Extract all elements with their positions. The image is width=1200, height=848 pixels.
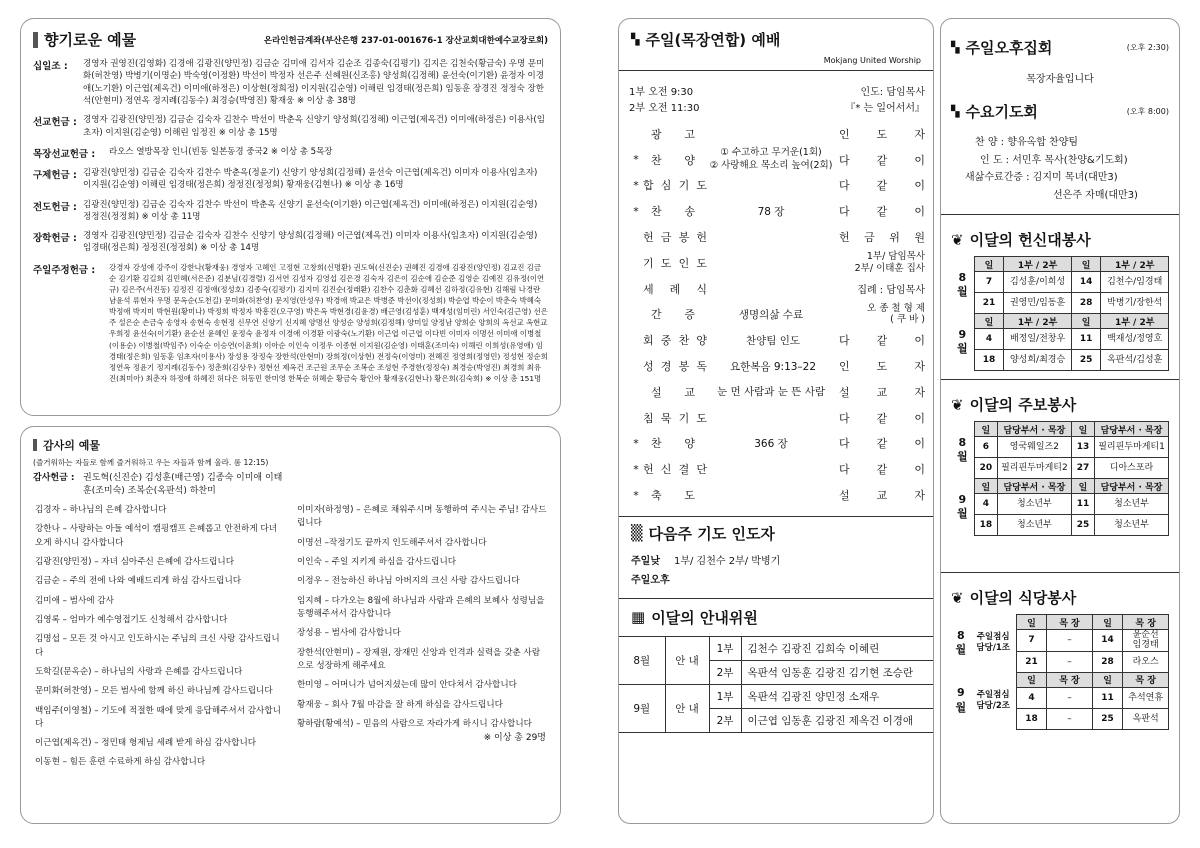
worship-leader: 인도: 담임목사	[860, 87, 925, 98]
kitchen-title: ❦ 이달의 식당봉사	[951, 588, 1077, 607]
right-box	[940, 18, 1180, 824]
offering-row: 주일주정헌금 : 강경자 강성애 강주이 강한나(황재웅) 경영자 고혜인 고정현 고창희(신명환) 권도혁(신진순) 권혜진 김경애 김광진(양민정) 김교진 김금순 김기환 김길희 김민혜(서은준) 김분님(김경렬) 김서연 김성자 김영섭 김은경 김숙자 김은이 김순애 김순준 김영순 김예진 김유정(이연규) 김은주(서진동) 김정진 김정애(정성호) 김종숙(김평기) 김지미 김진순(정래환) 김찬수 김춘화 김혜선 김하정(김유현) 김해림 나경란 남윤석 류현자 우명 문옥순(도천길) 문미화(허찬영) 문지영(안성우) 박경애 박교은 박병준 박선이(정성희) 박순엽 박순이 박춘숙 박혜숙 박정애 박지미 박현원(황미나) 박정희 박정자 박흥진(오구영) 박은옥 박현경(김윤경) 배근영(김성훈) 백재성(임미린) 서인숙(김근영) 선은주 설은순 손금숙 송영자 송현숙 송현정 신무연 신양기 신지혜 양명선 양성순 양성희(김정해) 양미일 양정남 양희순 양희의 옥선교 옥현교 우희정 윤선숙(이기환) 윤순선 윤혜인 윤정숙 윤정자 이경애 이경환 이광숙(노기환) 이근엽 이근엽 이다빈 이미자 이명선 이미애 이병철(이용순) 이병철(박임주) 이숙순 이승연(이윤희) 이아순 이인숙 이정우 이종현 이지원(김순영) 이태훈(조미숙) 이해린 이희성(유영애) 임경태(정은희) 임동훈 임초자(이용사) 장성용 장정숙 장한석(안현미) 장희정(이상현) 전정숙(이영미) 전혜진 정영희(정영민) 정성현 정순희 정연옥 정윤기 정지례(김동수) 정춘희(김상우) 정현선 제옥건 조근원 조무순 조복순 조성현 주경한(정정숙) 최경승(박영진) 최경희 최유진(최미아) 최춘자 하정애 하혜진 허다은 허동민 한미영 한복순 허혜순 황금숙 황인아 황재웅(김현나) 황은희(김숙희) ※ 이상 총 151명	[33, 262, 548, 383]
thanks-item: 김명섭 – 모든 것 아시고 인도하시는 주님의 크신 사랑 감사드립니다	[35, 634, 280, 658]
thanks-item: 김광진(양민정) – 자녀 심아주신 은혜에 감사드립니다	[35, 557, 234, 568]
wednesday-title: ▚ 수요기도회	[951, 103, 1038, 121]
thanks-item: 이동현 – 힘든 훈련 수료하게 하심 감사합니다	[35, 757, 206, 768]
thanks-item: 김금순 – 주의 전에 나와 예배드리게 하심 감사드립니다	[35, 576, 242, 587]
online-account: 온라인헌금계좌(부산은행 237-01-001676-1 장산교회대한예수교장로회)	[263, 35, 548, 46]
thanks-box	[20, 426, 561, 824]
thanks-verse: (즐거워하는 자들로 함께 즐거워하고 우는 자들과 함께 울라. 롬 12:15)	[33, 458, 269, 467]
thanks-item: 임지혜 – 다가오는 8월에 하나님과 사람과 은혜의 보혜사 성령님을 동행해주셔서 감사합니다	[297, 595, 545, 619]
worship-order-item: * 축 도 설 교 자	[633, 488, 925, 503]
thanks-total: ※ 이상 총 29명	[483, 733, 546, 743]
worship-order-item: * 찬 양 366 장 다 같 이	[633, 436, 925, 451]
standing-note: 『* 는 일어서서』	[845, 103, 925, 114]
thanks-item: 이근엽(제옥건) – 정민태 형제님 세례 받게 하심 감사합니다	[35, 738, 257, 749]
thanks-item: 장한석(안현미) – 장제원, 장재민 신앙과 인격과 실력을 갖춘 사람으로 성장하게 해주세요	[297, 647, 541, 671]
worship-order-item: 간 증 생명의삶 수료 오 종 철 형 제 ( 쿠 바 )	[651, 302, 925, 326]
afternoon-text: 목장자율입니다	[1026, 74, 1094, 85]
bullet-icon: ▚	[631, 33, 640, 46]
worship-order-item: 세 례 식 집례 : 담임목사	[643, 282, 925, 297]
wed-testimony-1: 새삶수료간증 : 김지미 목녀(대만3)	[965, 172, 1118, 183]
thanks-item: 백임주(이영철) – 기도에 적절한 때에 맞게 응답해주셔서 감사합니다	[35, 705, 281, 729]
offering-row: 장학헌금 : 경영자 김광진(양민정) 김금순 김숙자 김찬수 신양기 양성희(김정해) 이근엽(제옥건) 이미자 이용사(임초자) 이지원(김순영) 임경태(정은희) 정정진(정정회) ※ 이상 총 14명	[33, 231, 538, 254]
offering-row: 십일조 : 경영자 권영진(김영화) 김경애 김광진(양민정) 김금순 김미애 김서자 김순조 김종숙(김평기) 김지은 김천숙(황금숙) 우명 문미화(허찬영) 박병기(이명순) 박숙영(이정환) 박선이 박정자 선은주 신혜원(신조홍) 양성희(김정해) 윤선숙(이기환) 윤정자 이경애(노기환) 이근엽(제옥건) 이미애(하정은) 이상현(정희정) 이지원(김순영) 이해린 임경태(정은희) 임동훈 장경진 정정숙 장한석(안현미) 정연옥 정지례(김동수) 최경승(박영진) 황재웅 ※ 이상 총 38명	[33, 59, 545, 106]
thanks-title: 감사의 예물	[33, 437, 548, 453]
ushers-title: ▦ 이달의 안내위원	[631, 608, 758, 627]
thanks-item: 한미영 – 어머니가 넘어지셨는데 많이 안다쳐서 감사합니다	[297, 680, 517, 691]
devotion-table: 8 월 일 1부 / 2부 일 1부 / 2부 7 김성훈/이희성 14 김천수/임경태 21 권영민/임동훈 28 박병기/장한석 9 월 일 1부 / 2부 일 1부 / 2부 4 배정일/전창우 11 백재성/정영호 18 양성희/최경승 25 옥판석/김성훈	[951, 256, 1169, 371]
offerings-title: 향기로운 예물	[33, 29, 136, 50]
wed-testimony-2: 선은주 자매(대만3)	[1053, 189, 1138, 201]
offering-row: 선교헌금 : 경영자 김광진(양민정) 김금순 김숙자 김찬수 박선이 박춘옥 신양기 양성희(김정해) 이근엽(제옥건) 이미애(하정은) 이용사(임초자) 이지원(김순영) 이해린 임정진 ※ 이상 총 15명	[33, 115, 545, 138]
worship-order-item: 헌 금 봉 헌 헌 금 위 원	[643, 231, 925, 245]
worship-order-item: 성 경 봉 독 요한복음 9:13–22 인 도 자	[643, 360, 925, 374]
bar-icon	[33, 439, 37, 451]
worship-order-item: * 찬 양 ① 수고하고 무거운(1회) ② 사랑해요 목소리 높여(2회) 다 같 이	[633, 147, 925, 171]
worship-order-item: * 찬 송 78 장 다 같 이	[633, 204, 925, 219]
time-2: 2부 오전 11:30	[629, 103, 700, 114]
offerings-box	[20, 18, 561, 416]
leaf-icon: ❦	[951, 395, 964, 414]
thanks-item: 이인숙 – 주일 지키게 하심을 감사드립니다	[297, 557, 457, 568]
wed-leader: 인 도 : 서민후 목사(찬양&기도회)	[980, 154, 1128, 166]
thanks-item: 강한나 – 사랑하는 아들 예석이 캠핑캠프 은혜롭고 안전하게 다녀오게 하시니 감사합니다	[35, 524, 277, 548]
thanks-left-list	[33, 504, 281, 776]
offering-row: 전도헌금 : 김광진(양민정) 김금순 김숙자 김찬수 박선이 박춘옥 신양기 윤선숙(이기환) 이근엽(제옥건) 이미애(하정은) 이지원(김순영) 정정진(정정회) ※ 이상 총 11명	[33, 199, 538, 222]
thanks-item: 문미화(허찬영) – 모든 범사에 함께 하신 하나님께 감사드립니다	[35, 686, 273, 697]
bulletin-title: ❦ 이달의 주보봉사	[951, 395, 1077, 414]
time-1: 1부 오전 9:30	[629, 87, 694, 98]
thanks-label: 감사헌금 :	[33, 473, 75, 483]
worship-title: ▚ 주일(목장연합) 예배	[631, 31, 781, 49]
wed-praise: 찬 양 : 향유옥합 찬양팀	[975, 137, 1079, 148]
worship-order-item: * 합 심 기 도 다 같 이	[633, 178, 925, 193]
bullet-icon: ▚	[951, 105, 960, 118]
worship-order-item: 설 교 눈 먼 사람과 눈 뜬 사람 설 교 자	[651, 385, 925, 399]
worship-order-item: 기 도 인 도 1부/ 담임목사 2부/ 이태훈 집사	[643, 251, 925, 274]
devotion-title: ❦ 이달의 헌신대봉사	[951, 230, 1091, 249]
grid-icon: ▦	[631, 608, 646, 627]
prayer-pm-label: 주일오후	[631, 574, 670, 586]
bullet-icon: ▚	[951, 41, 960, 54]
thanks-item: 도학길(문옥순) – 하나님의 사랑과 은혜를 감사드립니다	[35, 666, 243, 677]
ushers-table: 8월 안 내 1부 김천수 김광진 김희숙 이혜린 2부 옥판석 임동훈 김광진 김기현 조승란 9월 안 내 1부 옥판석 김광진 양민정 소재우 2부 이근엽 임동훈 김광진 제옥건 이경애	[619, 636, 933, 733]
hatch-icon: ▒	[631, 524, 643, 543]
thanks-item: 이명선 –작정기도 끝까지 인도해주셔서 감사합니다	[297, 537, 487, 548]
worship-order-item: 회 중 찬 양 찬양팀 인도 다 같 이	[643, 334, 925, 348]
kitchen-table: 8 월 주일점심 담당/1조 일 목 장 일 목 장 7 – 14 윤순선 임경태 21 – 28 라오스 9 월 주일점심 담당/2조 일 목 장 일 목 장 4 – 11 추석연휴 18 – 25 옥판석	[951, 614, 1169, 730]
leaf-icon: ❦	[951, 588, 964, 607]
worship-subtitle: Mokjang United Worship	[823, 56, 921, 65]
worship-order-item: 침 묵 기 도 다 같 이	[643, 411, 925, 425]
thanks-item: 김미애 – 범사에 감사	[35, 595, 114, 606]
thanks-item: 이정우 – 전능하신 하나님 아버지의 크신 사랑 감사드립니다	[297, 576, 520, 587]
order-of-worship	[629, 121, 925, 508]
thanks-item: 장성용 – 범사에 감사합니다	[297, 628, 401, 639]
afternoon-title: ▚ 주일오후집회	[951, 39, 1053, 57]
afternoon-time: (오후 2:30)	[1126, 43, 1169, 52]
prayer-sun-label: 주일낮	[631, 555, 660, 567]
wednesday-time: (오후 8:00)	[1126, 107, 1169, 116]
bulletin-table: 8 월 일 담당부서 · 목장 일 담당부서 · 목장 6 영국웨일즈2 13 필리핀두마게티1 20 필리핀두마게티2 27 디아스포라 9 월 일 담당부서 · 목장 일 담당부서 · 목장 4 청소년부 11 청소년부 18 청소년부 25 청소년부	[951, 421, 1169, 536]
offerings-list	[33, 58, 548, 384]
thanks-item: 황하람(황예석) – 믿음의 사람으로 자라가게 하시니 감사합니다	[297, 718, 532, 729]
thanks-item: 이미자(하정영) – 은혜로 채워주시며 동행하여 주시는 주님! 감사드립니다	[297, 505, 547, 529]
offering-row: 목장선교헌금 : 라오스 열방목장 인니(빈동 일본동경 중국2 ※ 이상 총 5목장	[33, 146, 333, 160]
worship-order-item: * 헌 신 결 단 다 같 이	[633, 462, 925, 477]
worship-box	[618, 18, 934, 824]
prayer-title: ▒ 다음주 기도 인도자	[631, 524, 775, 543]
leaf-icon: ❦	[951, 230, 964, 249]
worship-order-item: 광 고 인 도 자	[651, 127, 925, 141]
bar-icon	[33, 32, 38, 48]
thanks-item: 김경자 – 하나님의 은혜 감사합니다	[35, 505, 167, 516]
thanks-item: 김영록 – 엄마가 예수영접기도 신청해서 감사합니다	[35, 614, 228, 625]
thanks-item: 황재웅 – 회사 7월 마감을 잘 하게 하심을 감사드립니다	[297, 699, 503, 710]
thanks-names: 권도혁(신진순) 김성훈(배근영) 김종숙 이미애 이태훈(조미숙) 조복순(옥판석) 하찬미	[83, 473, 283, 497]
prayer-sun-text: 1부/ 김천수 2부/ 박병기	[673, 555, 781, 567]
offering-row: 구제헌금 : 김광진(양민정) 김금순 김숙자 김찬수 박춘옥(정윤기) 신양기 양성희(김정해) 윤선숙 이근엽(제옥건) 이미자 이용사(임초자) 이지원(김순영) 이해린 임경태(정은희) 정정진(정정회) 황재웅(김현나) ※ 이상 총 16명	[33, 167, 538, 191]
